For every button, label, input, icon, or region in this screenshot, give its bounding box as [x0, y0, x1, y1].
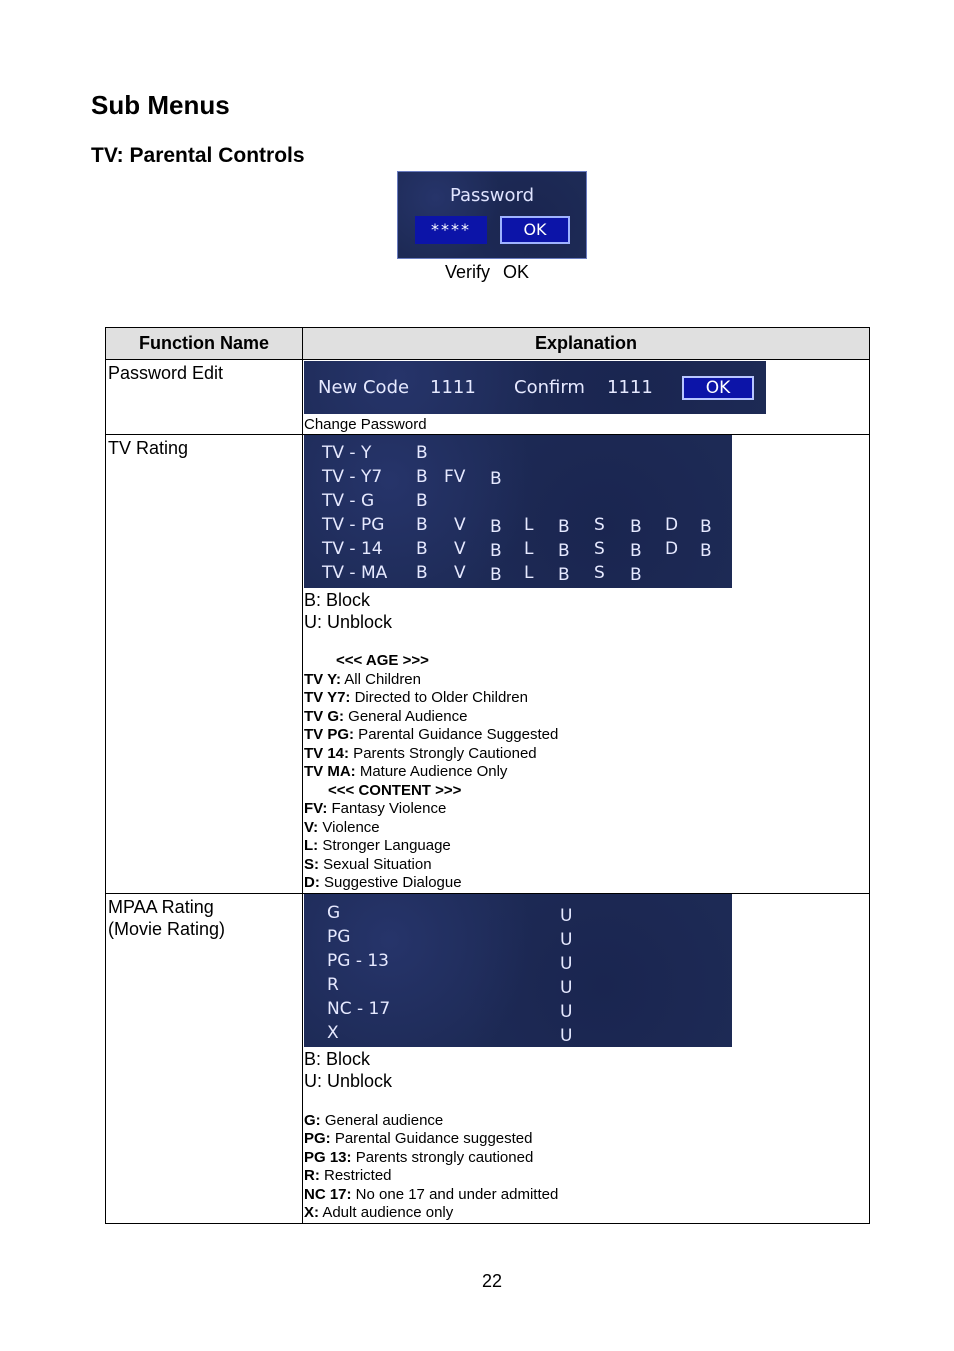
age-item: [304, 689, 869, 708]
age-item-desc: Parental Guidance Suggested: [354, 726, 559, 744]
age-item: [304, 745, 869, 764]
mpaa-row-value: U: [560, 977, 573, 998]
mpaa-row-value: U: [560, 929, 573, 950]
table-row-password-edit: [106, 360, 870, 435]
content-item: [304, 856, 869, 875]
mpaa-legend: [304, 1112, 869, 1223]
mpaa-item-desc: Parents strongly cautioned: [351, 1148, 534, 1166]
explanation-password-edit: [303, 360, 870, 435]
mpaa-item-term: NC 17:: [304, 1185, 352, 1203]
mpaa-row-label: R: [327, 974, 339, 995]
content-item-desc: Suggestive Dialogue: [319, 874, 462, 892]
tv-rating-cell: L: [524, 539, 534, 560]
age-item-term: TV PG:: [304, 726, 355, 744]
page-title: Sub Menus: [91, 90, 230, 120]
explanation-tv-rating: [303, 435, 870, 894]
tv-rating-cell: B: [700, 541, 712, 562]
content-item-term: D:: [304, 874, 320, 892]
age-list: [304, 671, 869, 782]
change-password-caption: Change Password: [304, 416, 427, 433]
tv-rating-cell: B: [630, 541, 642, 562]
mpaa-item-term: PG:: [304, 1130, 331, 1148]
content-item-desc: Stronger Language: [318, 837, 451, 855]
tv-rating-cell: FV: [444, 467, 466, 488]
mpaa-row-value: U: [560, 905, 573, 926]
tv-rating-cell: B: [490, 469, 502, 490]
mpaa-item: [304, 1112, 869, 1131]
function-name-tv-rating: TV Rating: [106, 435, 303, 894]
tv-rating-osd-screenshot: [304, 435, 732, 588]
mpaa-item-term: PG 13:: [304, 1148, 352, 1166]
age-item: [304, 708, 869, 727]
tv-rating-row-label: TV - G: [322, 491, 375, 512]
table-header-row: [106, 328, 870, 360]
tv-rating-cell: B: [416, 539, 428, 560]
tv-rating-cell: S: [594, 515, 605, 536]
tv-rating-cell: B: [630, 565, 642, 586]
tv-rating-cell: S: [594, 539, 605, 560]
mpaa-block-legend: B: Block: [304, 1048, 371, 1069]
unblock-legend: U: Unblock: [304, 612, 393, 633]
mpaa-unblock-legend: U: Unblock: [304, 1070, 393, 1091]
mpaa-item-desc: Parental Guidance suggested: [330, 1130, 533, 1148]
tv-rating-row-label: TV - MA: [322, 563, 388, 584]
age-item-term: TV Y7:: [304, 689, 351, 707]
tv-rating-cell: D: [665, 515, 679, 536]
mpaa-row-value: U: [560, 1025, 573, 1046]
tv-rating-cell: B: [490, 541, 502, 562]
tv-rating-cell: B: [416, 563, 428, 584]
mpaa-rating-osd-screenshot: [304, 894, 732, 1047]
content-item: [304, 874, 869, 893]
tv-rating-cell: L: [524, 515, 534, 536]
age-item-desc: General Audience: [344, 707, 468, 725]
age-item-term: TV G:: [304, 707, 344, 725]
function-table: [105, 327, 870, 1224]
tv-rating-cell: B: [490, 565, 502, 586]
password-field: ****: [415, 216, 487, 244]
mpaa-item-desc: No one 17 and under admitted: [351, 1185, 559, 1203]
tv-rating-cell: B: [558, 517, 570, 538]
tv-rating-cell: B: [416, 515, 428, 536]
new-code-ok-button: OK: [682, 376, 754, 400]
age-item-desc: Parents Strongly Cautioned: [349, 744, 537, 762]
explanation-mpaa-rating: [303, 893, 870, 1223]
content-item-term: V:: [304, 818, 319, 836]
content-item-desc: Fantasy Violence: [327, 800, 447, 818]
function-name-password-edit: Password Edit: [106, 360, 303, 435]
tv-rating-cell: B: [630, 517, 642, 538]
content-item: [304, 800, 869, 819]
mpaa-row-value: U: [560, 1001, 573, 1022]
tv-rating-cell: V: [454, 563, 466, 584]
tv-rating-legend: [304, 652, 869, 893]
tv-rating-cell: V: [454, 515, 466, 536]
page-number: 22: [481, 1271, 503, 1291]
mpaa-item: [304, 1204, 869, 1223]
new-code-label: New Code: [318, 377, 410, 398]
mpaa-item: [304, 1167, 869, 1186]
tv-rating-row-label: TV - Y7: [322, 467, 383, 488]
header-function-name: Function Name: [106, 328, 303, 360]
function-name-mpaa-rating: [106, 893, 303, 1223]
tv-rating-row-label: TV - Y: [322, 443, 372, 464]
block-legend: B: Block: [304, 590, 371, 611]
mpaa-item: [304, 1130, 869, 1149]
confirm-value: 1111: [607, 377, 653, 398]
content-item-term: FV:: [304, 800, 328, 818]
mpaa-item-desc: Adult audience only: [319, 1204, 454, 1222]
age-item-term: TV 14:: [304, 744, 350, 762]
mpaa-item-term: R:: [304, 1167, 320, 1185]
age-item-desc: All Children: [340, 670, 421, 688]
content-item-term: L:: [304, 837, 319, 855]
age-header: <<< AGE >>>: [336, 652, 429, 670]
header-explanation: Explanation: [303, 328, 870, 360]
password-ok-button: OK: [500, 216, 570, 244]
mpaa-row-label: NC - 17: [327, 998, 391, 1019]
tv-rating-cell: L: [524, 563, 534, 584]
mpaa-name-line2: (Movie Rating): [108, 918, 226, 939]
new-code-osd-screenshot: [304, 361, 766, 414]
tv-rating-cell: B: [700, 517, 712, 538]
content-header: <<< CONTENT >>>: [328, 781, 462, 799]
age-item-term: TV Y:: [304, 670, 341, 688]
mpaa-item: [304, 1149, 869, 1168]
password-dialog-screenshot: [397, 171, 587, 259]
tv-rating-cell: S: [594, 563, 605, 584]
tv-rating-cell: D: [665, 539, 679, 560]
tv-rating-cell: B: [416, 491, 428, 512]
content-list: [304, 800, 869, 893]
age-item: [304, 671, 869, 690]
content-item-desc: Violence: [318, 818, 380, 836]
mpaa-item-term: X:: [304, 1204, 319, 1222]
age-item: [304, 726, 869, 745]
tv-rating-cell: V: [454, 539, 466, 560]
mpaa-item-term: G:: [304, 1111, 321, 1129]
mpaa-row-label: G: [327, 902, 341, 923]
table-row-mpaa-rating: [106, 893, 870, 1223]
content-item-term: S:: [304, 855, 319, 873]
tv-rating-cell: B: [416, 443, 428, 464]
password-dialog-caption: Verify OK: [445, 262, 530, 282]
mpaa-item: [304, 1186, 869, 1205]
content-item-desc: Sexual Situation: [319, 855, 432, 873]
mpaa-name-line1: MPAA Rating: [108, 896, 214, 917]
content-item: [304, 819, 869, 838]
content-item: [304, 837, 869, 856]
section-title: TV: Parental Controls: [91, 144, 305, 167]
age-item-term: TV MA:: [304, 763, 356, 781]
mpaa-row-label: PG: [327, 926, 351, 947]
tv-rating-cell: B: [558, 565, 570, 586]
mpaa-row-label: PG - 13: [327, 950, 389, 971]
mpaa-item-desc: Restricted: [319, 1167, 392, 1185]
mpaa-item-desc: General audience: [320, 1111, 444, 1129]
new-code-value: 1111: [430, 377, 476, 398]
age-item: [304, 763, 869, 782]
tv-rating-cell: B: [558, 541, 570, 562]
tv-rating-row-label: TV - PG: [322, 515, 385, 536]
confirm-label: Confirm: [514, 377, 585, 398]
tv-rating-cell: B: [416, 467, 428, 488]
table-row-tv-rating: [106, 435, 870, 894]
tv-rating-row-label: TV - 14: [322, 539, 383, 560]
tv-rating-cell: B: [490, 517, 502, 538]
mpaa-row-value: U: [560, 953, 573, 974]
mpaa-row-label: X: [327, 1022, 339, 1043]
password-dialog-title: Password: [449, 185, 535, 206]
age-item-desc: Mature Audience Only: [355, 763, 508, 781]
age-item-desc: Directed to Older Children: [350, 689, 528, 707]
